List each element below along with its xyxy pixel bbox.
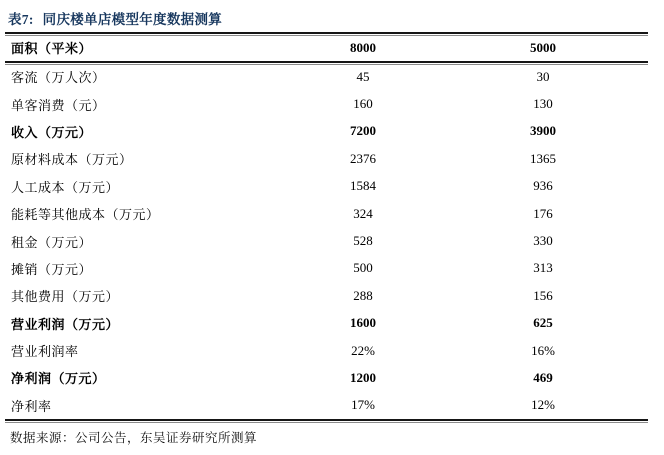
- row-value-2: 156: [533, 287, 553, 303]
- source-note: 数据来源：公司公告，东吴证券研究所测算: [10, 431, 258, 445]
- row-value-2: 313: [533, 260, 553, 276]
- row-label: 单客消费（元）: [11, 97, 106, 113]
- row-value-1: 160: [353, 96, 373, 112]
- header-col1: 8000: [350, 39, 376, 55]
- row-value-1: 288: [353, 287, 373, 303]
- header-label: 面积（平米）: [11, 41, 93, 56]
- row-value-1: 1600: [350, 315, 376, 331]
- row-label: 营业利润率: [11, 344, 79, 360]
- row-value-2: 1365: [530, 150, 556, 166]
- header-bottom-rule: [5, 61, 648, 63]
- header-col2: 5000: [530, 39, 556, 55]
- table-top-rule: [5, 32, 648, 34]
- table-row: [5, 337, 648, 364]
- table-row: [5, 63, 648, 90]
- table-number-label: 表7:: [8, 12, 34, 27]
- table-title-text: 同庆楼单店模型年度数据测算: [42, 12, 223, 27]
- table-row: [5, 200, 648, 227]
- table-row: [5, 364, 648, 391]
- table-row: [5, 310, 648, 337]
- row-label: 营业利润（万元）: [11, 316, 120, 332]
- row-label: 净利润（万元）: [11, 371, 106, 387]
- row-value-1: 324: [353, 205, 373, 221]
- page-title: [8, 8, 222, 28]
- row-value-1: 1200: [350, 369, 376, 385]
- row-label: 净利率: [11, 398, 52, 414]
- row-label: 摊销（万元）: [11, 261, 93, 277]
- table-row: [5, 145, 648, 172]
- row-value-2: 469: [533, 369, 553, 385]
- row-label: 客流（万人次）: [11, 70, 106, 86]
- row-value-2: 176: [533, 205, 553, 221]
- row-label: 人工成本（万元）: [11, 179, 120, 195]
- row-value-2: 625: [533, 315, 553, 331]
- header-row: [5, 34, 648, 61]
- table-row: [5, 282, 648, 309]
- table-row: [5, 227, 648, 254]
- row-label: 收入（万元）: [11, 124, 93, 140]
- row-label: 原材料成本（万元）: [11, 152, 133, 168]
- table-bottom-rule: [5, 419, 648, 421]
- table-row: [5, 392, 648, 419]
- table-row: [5, 118, 648, 145]
- row-value-1: 17%: [351, 397, 375, 413]
- row-value-2: 936: [533, 178, 553, 194]
- row-label: 其他费用（万元）: [11, 289, 120, 305]
- row-value-1: 45: [356, 68, 370, 84]
- data-table: [5, 32, 648, 421]
- table-row: [5, 90, 648, 117]
- row-value-1: 500: [353, 260, 373, 276]
- row-value-2: 330: [533, 233, 553, 249]
- row-value-1: 2376: [350, 150, 376, 166]
- row-value-2: 130: [533, 96, 553, 112]
- row-label: 租金（万元）: [11, 234, 93, 250]
- row-value-2: 30: [536, 68, 550, 84]
- row-value-1: 22%: [351, 342, 375, 358]
- row-value-2: 16%: [531, 342, 555, 358]
- row-label: 能耗等其他成本（万元）: [11, 207, 160, 223]
- row-value-1: 528: [353, 233, 373, 249]
- row-value-2: 12%: [531, 397, 555, 413]
- table-row: [5, 173, 648, 200]
- row-value-1: 1584: [350, 178, 376, 194]
- row-value-2: 3900: [530, 123, 556, 139]
- row-value-1: 7200: [350, 123, 376, 139]
- table-row: [5, 255, 648, 282]
